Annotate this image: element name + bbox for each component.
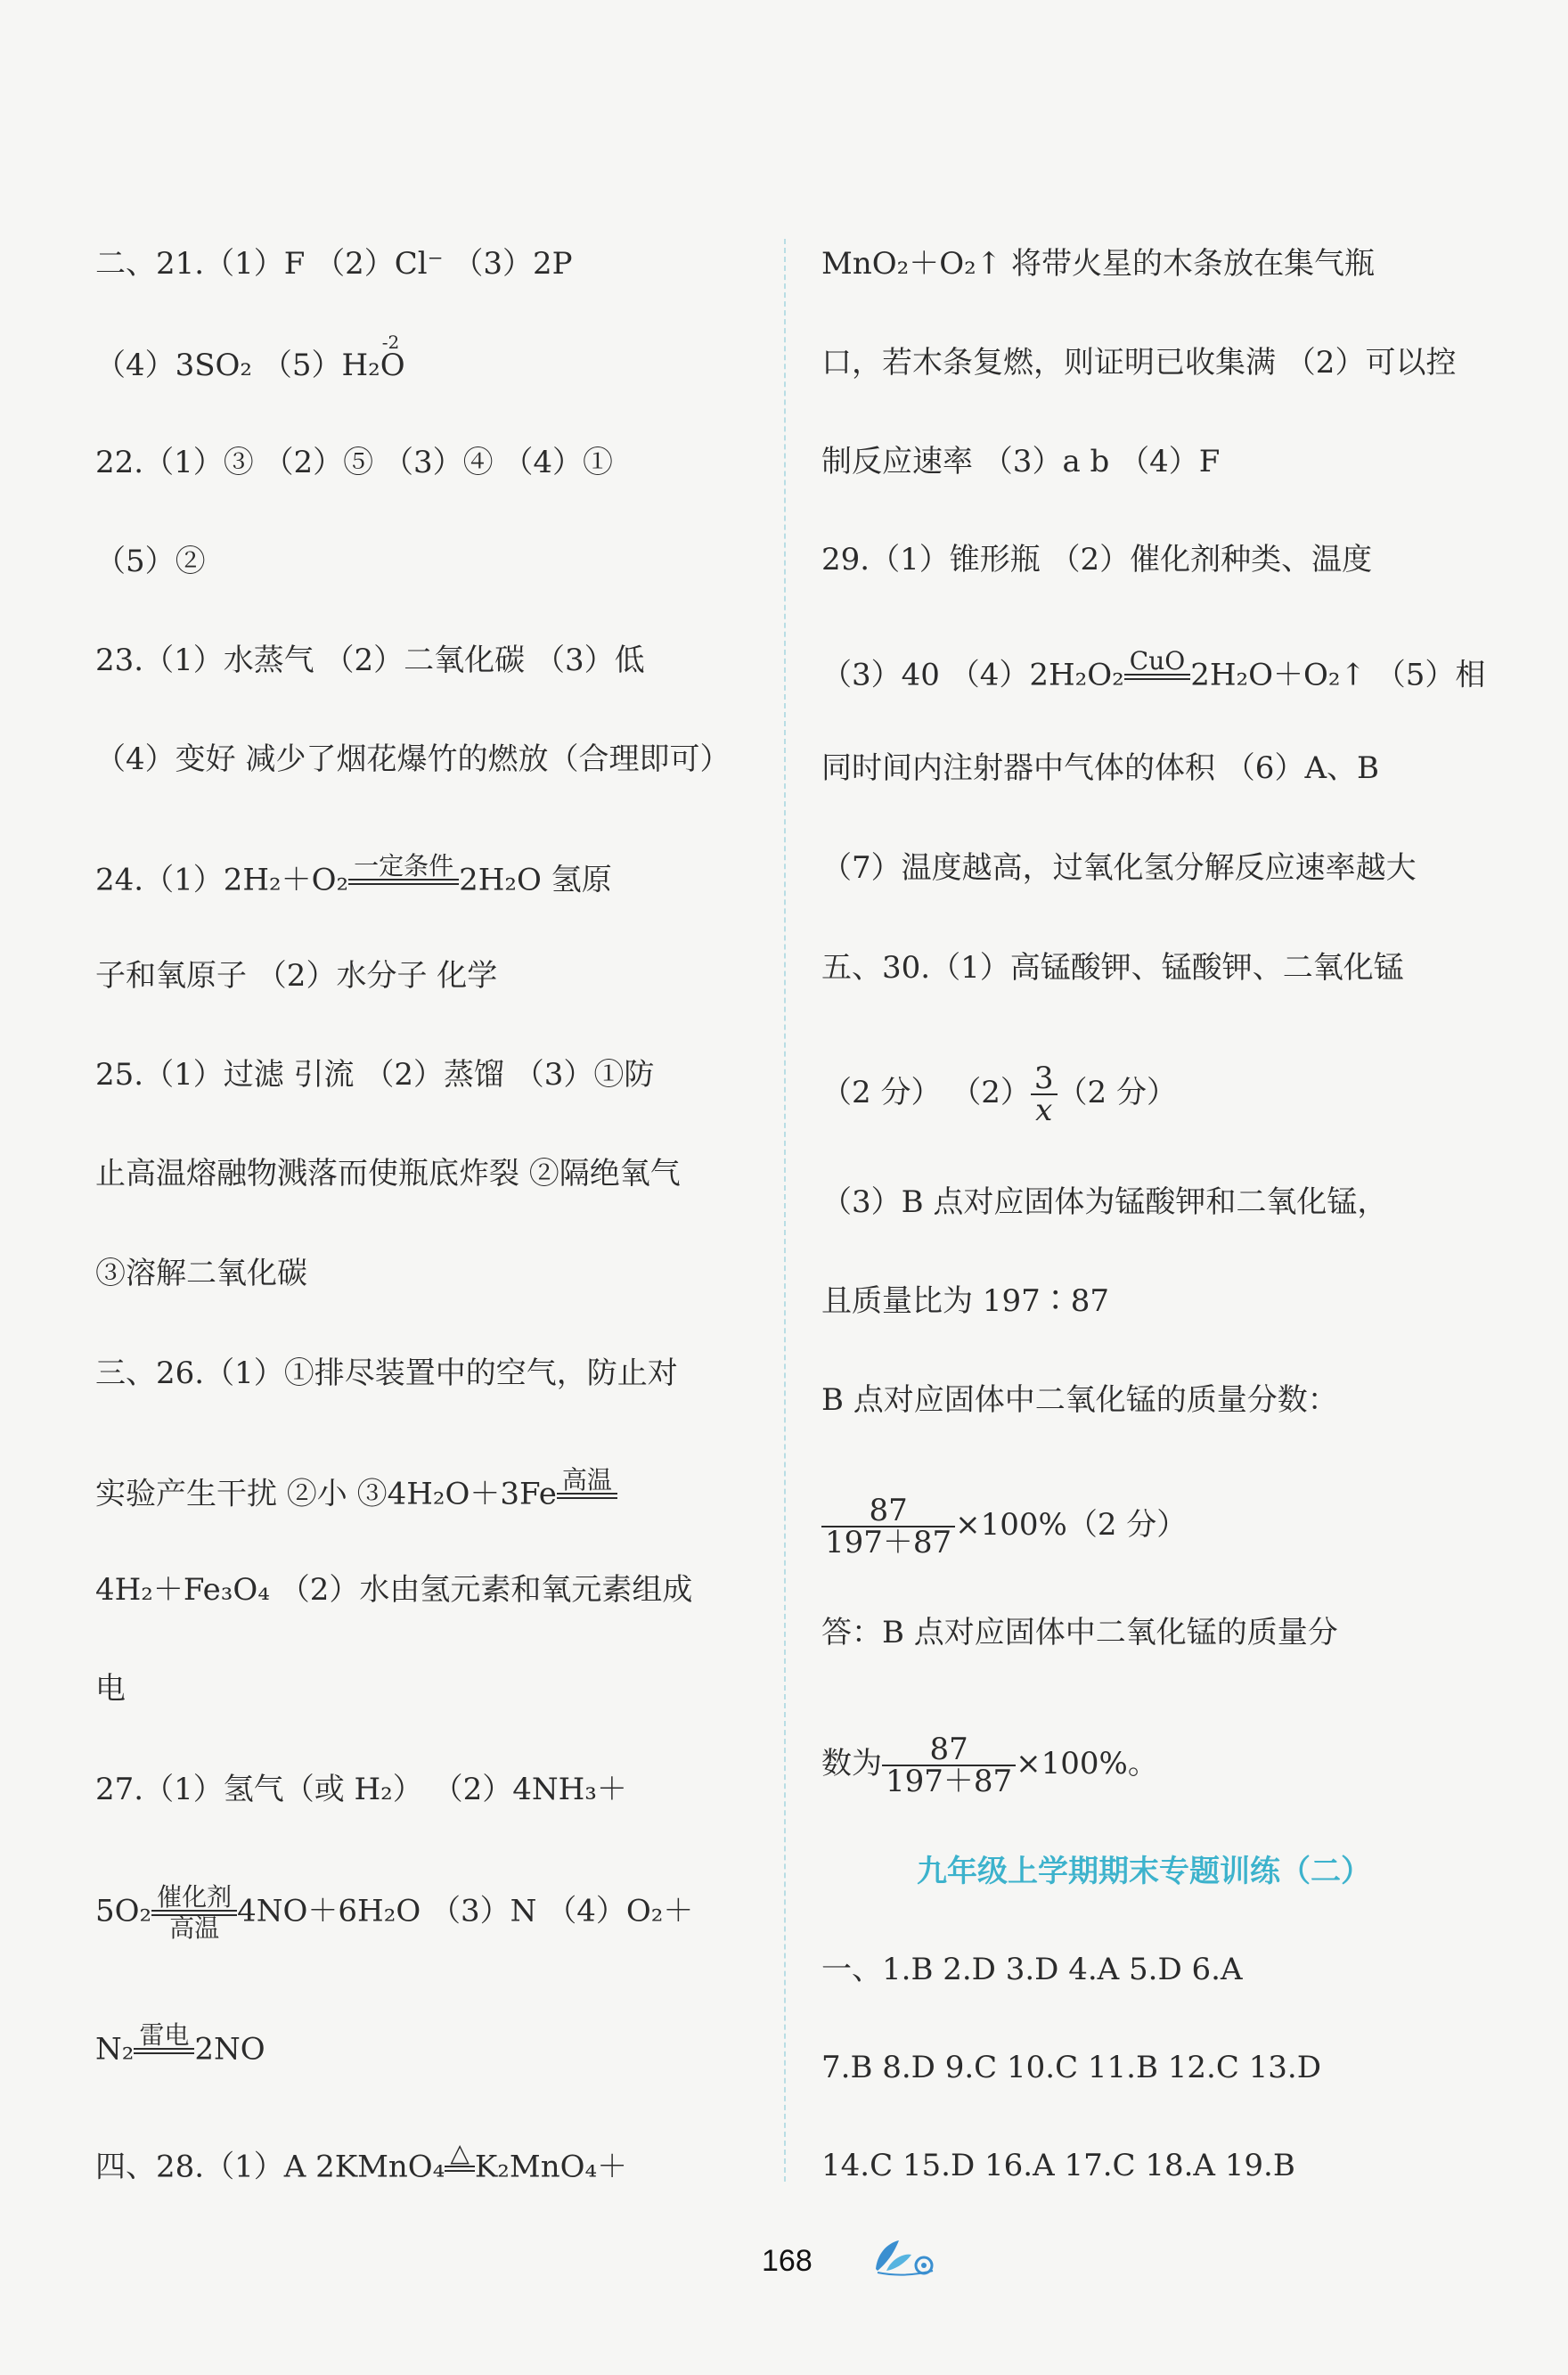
fraction bbox=[882, 1734, 1016, 1797]
condition-blank bbox=[348, 885, 459, 910]
fraction-denominator: 197＋87 bbox=[825, 1525, 952, 1560]
equation-left: 24.（1）2H₂＋O₂ bbox=[95, 862, 349, 898]
condition-blank bbox=[1124, 680, 1190, 705]
answer-26-line4: 电 bbox=[95, 1671, 126, 1707]
answer-28-line2: MnO₂＋O₂↑ 将带火星的木条放在集气瓶 bbox=[821, 246, 1376, 282]
answers-row-3: 14.C 15.D 16.A 17.C 18.A 19.B bbox=[821, 2148, 1295, 2183]
condition-top: 催化剂 bbox=[157, 1882, 233, 1912]
answer-26-line2 bbox=[95, 1465, 617, 1524]
oxygen-symbol: O bbox=[380, 348, 405, 383]
answer-26-line1: 三、26.（1）①排尽装置中的空气，防止对 bbox=[95, 1355, 678, 1391]
column-divider bbox=[784, 239, 786, 2182]
answer-30-line1: 五、30.（1）高锰酸钾、锰酸钾、二氧化锰 bbox=[821, 950, 1404, 986]
answers-row-1: 一、1.B 2.D 3.D 4.A 5.D 6.A bbox=[821, 1952, 1243, 1987]
score-text: （2 分） （2） bbox=[821, 1075, 1031, 1110]
equation-left: 5O₂ bbox=[95, 1893, 152, 1929]
answer-30-line6 bbox=[821, 1495, 1187, 1558]
answer-24-line2: 子和氧原子 （2）水分子 化学 bbox=[95, 958, 498, 994]
page-number: 168 bbox=[762, 2244, 813, 2278]
reaction-condition bbox=[134, 2020, 194, 2079]
answer-30-line7: 答：B 点对应固体中二氧化锰的质量分 bbox=[821, 1615, 1338, 1650]
percent-text: ×100%（2 分） bbox=[955, 1507, 1188, 1543]
answer-29-line3: 同时间内注射器中气体的体积 （6）A、B bbox=[821, 750, 1379, 786]
equation-right: 2H₂O＋O₂↑ （5）相 bbox=[1190, 657, 1486, 693]
answer-26-line3: 4H₂＋Fe₃O₄ （2）水由氢元素和氧元素组成 bbox=[95, 1572, 693, 1608]
answer-28-line1 bbox=[95, 2138, 628, 2197]
answer-23-line1: 23.（1）水蒸气 （2）二氧化碳 （3）低 bbox=[95, 643, 645, 678]
answer-30-line3: （3）B 点对应固体为锰酸钾和二氧化锰， bbox=[821, 1184, 1388, 1220]
answer-28-line3: 口，若木条复燃，则证明已收集满 （2）可以控 bbox=[821, 345, 1457, 381]
answer-30-line5: B 点对应固体中二氧化锰的质量分数： bbox=[821, 1382, 1338, 1418]
answer-21-line1: 二、21.（1）F （2）Cl⁻ （3）2P bbox=[95, 246, 573, 282]
answer-24-line1 bbox=[95, 851, 612, 910]
equation-left: N₂ bbox=[95, 2031, 135, 2068]
reaction-condition bbox=[1124, 646, 1190, 705]
reaction-condition bbox=[151, 1882, 237, 1943]
answer-28-line4: 制反应速率 （3）a b （4）F bbox=[821, 444, 1221, 479]
answer-29-line2 bbox=[821, 646, 1486, 705]
answer-27-line3 bbox=[95, 2020, 265, 2079]
heat-symbol: △ bbox=[450, 2138, 470, 2167]
answer-30-line8 bbox=[821, 1734, 1158, 1797]
equation-right: 2H₂O 氢原 bbox=[459, 862, 612, 898]
condition-blank bbox=[134, 2054, 194, 2079]
answers-row-2: 7.B 8.D 9.C 10.C 11.B 12.C 13.D bbox=[821, 2050, 1321, 2085]
oxygen-valence bbox=[380, 332, 405, 387]
condition-label: 高温 bbox=[561, 1465, 612, 1495]
answer-30-line2 bbox=[821, 1063, 1177, 1126]
catalyst-label: CuO bbox=[1129, 646, 1186, 676]
section-title: 九年级上学期期末专题训练（二） bbox=[917, 1854, 1371, 1889]
answer-22-line1: 22.（1）③ （2）⑤ （3）④ （4）① bbox=[95, 445, 614, 480]
fraction bbox=[821, 1495, 955, 1558]
equation-right: 2NO bbox=[194, 2031, 265, 2068]
fraction-denominator: x bbox=[1035, 1093, 1053, 1128]
answer-25-line2: 止高温熔融物溅落而使瓶底炸裂 ②隔绝氧气 bbox=[95, 1156, 681, 1192]
reaction-condition bbox=[348, 851, 459, 910]
equation-left: 四、28.（1）A 2KMnO₄ bbox=[95, 2149, 445, 2185]
fraction-numerator: 3 bbox=[1031, 1063, 1058, 1095]
equation-right: 4NO＋6H₂O （3）N （4）O₂＋ bbox=[237, 1893, 694, 1929]
leaf-swirl-icon bbox=[869, 2235, 949, 2288]
condition-blank bbox=[557, 1499, 617, 1524]
fraction-denominator: 197＋87 bbox=[886, 1764, 1013, 1799]
answer-27-line1: 27.（1）氢气（或 H₂） （2）4NH₃＋ bbox=[95, 1772, 627, 1807]
condition-bottom: 高温 bbox=[169, 1913, 220, 1943]
fraction-numerator: 87 bbox=[882, 1734, 1016, 1766]
answer-prefix: 数为 bbox=[821, 1746, 882, 1781]
answer-25-line3: ③溶解二氧化碳 bbox=[95, 1256, 307, 1291]
equation-right: K₂MnO₄＋ bbox=[474, 2149, 628, 2185]
answer-22-line2: （5）② bbox=[95, 544, 206, 579]
answer-21-text: （4）3SO₂ （5）H₂ bbox=[95, 348, 380, 383]
percent-text: ×100%。 bbox=[1016, 1746, 1158, 1781]
answer-25-line1: 25.（1）过滤 引流 （2）蒸馏 （3）①防 bbox=[95, 1057, 655, 1093]
reaction-condition bbox=[445, 2138, 475, 2197]
condition-label: 雷电 bbox=[139, 2020, 190, 2050]
equation-left: 实验产生干扰 ②小 ③4H₂O＋3Fe bbox=[95, 1476, 557, 1512]
answer-29-line1: 29.（1）锥形瓶 （2）催化剂种类、温度 bbox=[821, 542, 1373, 577]
condition-label: 一定条件 bbox=[354, 851, 454, 880]
fraction-numerator: 87 bbox=[821, 1495, 955, 1527]
fraction bbox=[1031, 1063, 1058, 1126]
equation-left: （3）40 （4）2H₂O₂ bbox=[821, 657, 1124, 693]
answer-27-line2 bbox=[95, 1882, 694, 1943]
reaction-condition bbox=[557, 1465, 617, 1524]
condition-blank bbox=[445, 2172, 475, 2197]
score-text: （2 分） bbox=[1057, 1075, 1177, 1110]
answer-23-line2: （4）变好 减少了烟花爆竹的燃放（合理即可） bbox=[95, 741, 731, 777]
answer-21-line2 bbox=[95, 332, 405, 387]
valence-mark: -2 bbox=[381, 332, 400, 353]
answer-29-line4: （7）温度越高，过氧化氢分解反应速率越大 bbox=[821, 850, 1417, 886]
answer-30-line4: 且质量比为 197∶87 bbox=[821, 1283, 1109, 1319]
